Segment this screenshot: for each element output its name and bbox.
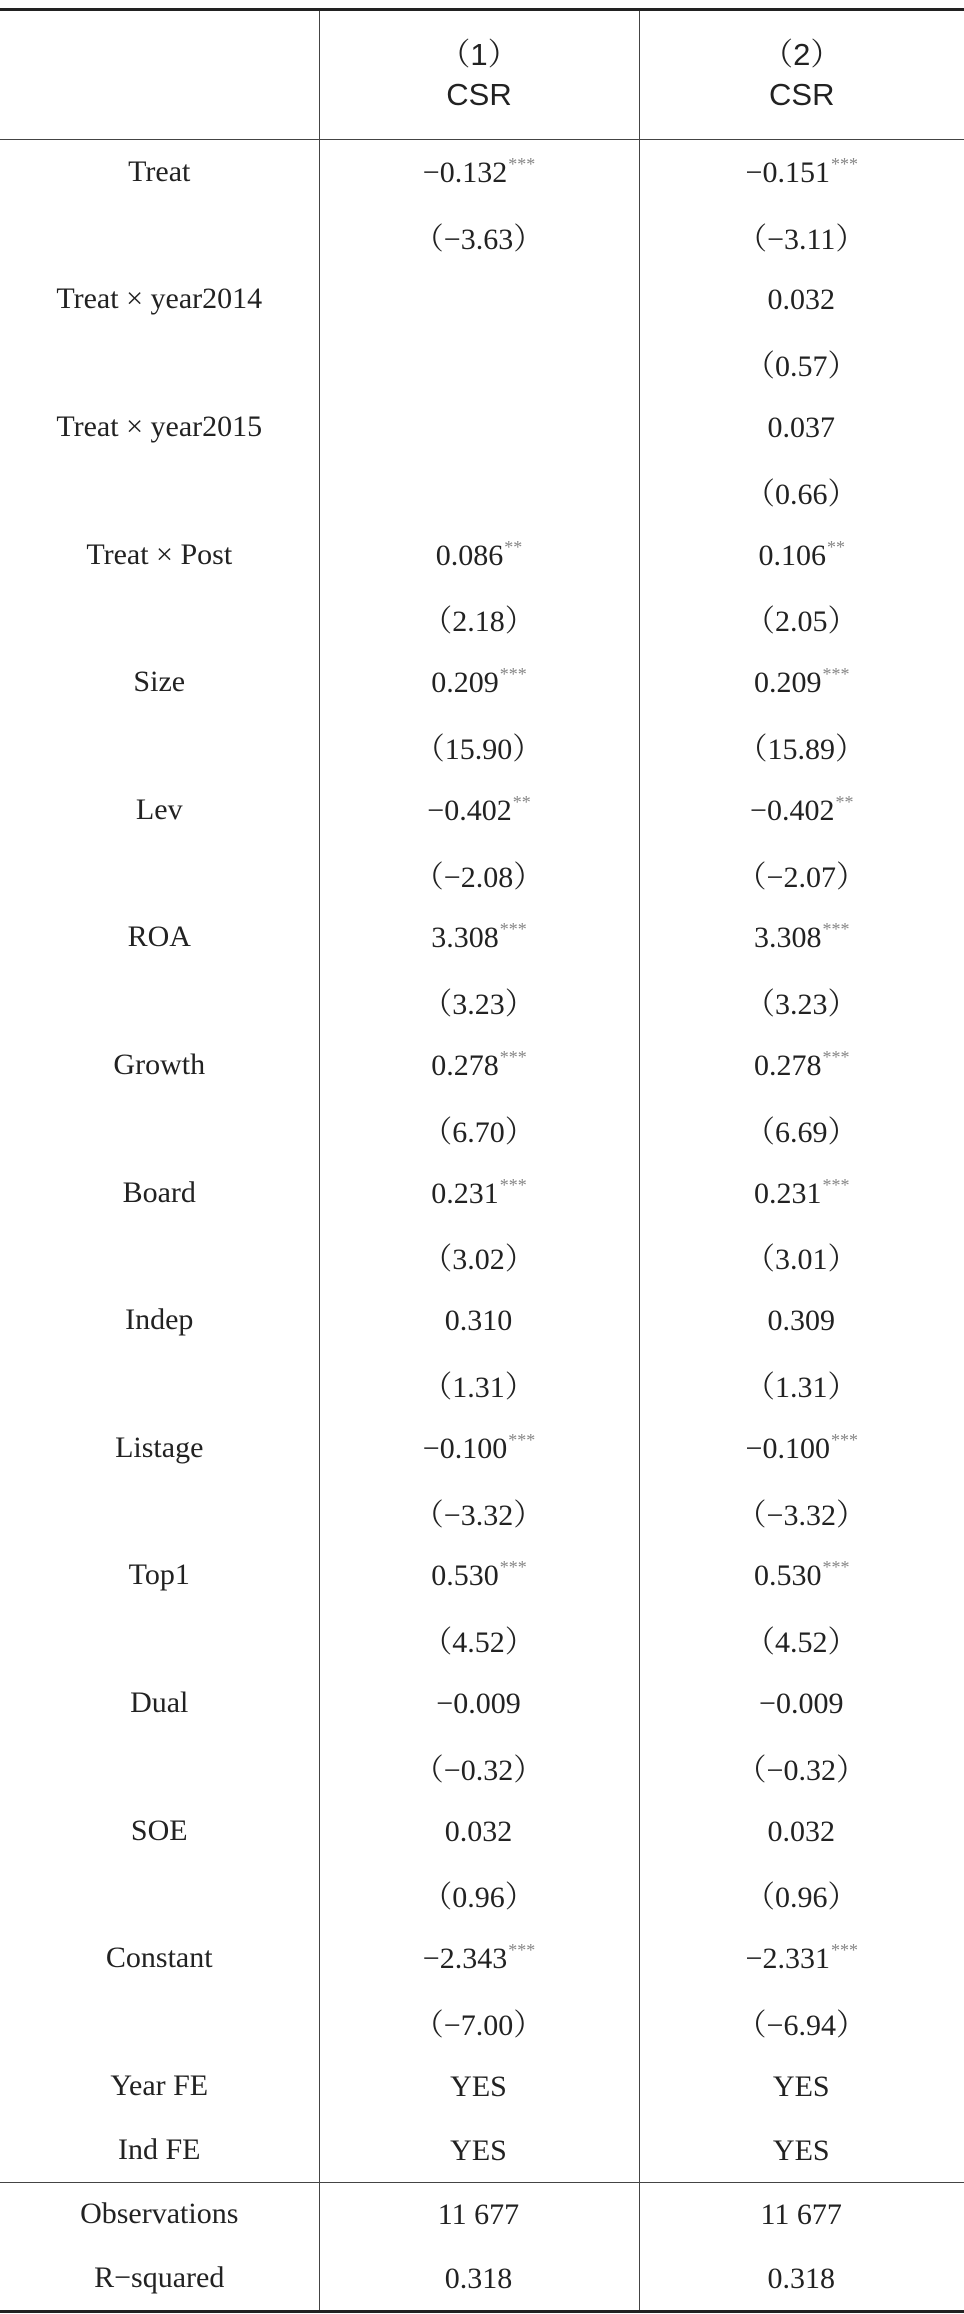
variable-label — [0, 587, 319, 651]
model-2-cell — [639, 523, 964, 587]
table-row-tstat — [0, 1607, 964, 1671]
model-1-value: 0.209 — [431, 666, 499, 700]
variable-label: Top1 — [128, 1558, 190, 1592]
model-2-value: 3.308 — [754, 921, 822, 955]
model-2-value: −2.331 — [745, 1942, 830, 1976]
model-1-cell — [319, 650, 639, 714]
model-2-value: −0.009 — [759, 1687, 844, 1721]
model-1-value: −0.132 — [422, 155, 508, 189]
model-1-cell — [319, 1926, 639, 1990]
variable-label: Board — [122, 1175, 196, 1209]
model-1-cell — [319, 1416, 639, 1480]
model-1-value: （6.70） — [422, 1115, 535, 1149]
model-1-cell — [319, 523, 639, 587]
variable-label — [0, 1863, 319, 1927]
model-2-value: （15.89） — [737, 733, 865, 767]
significance-stars: *** — [499, 919, 527, 940]
model-1-value: （−0.32） — [413, 1753, 544, 1787]
variable-label: Treat × year2015 — [56, 410, 263, 444]
table-row — [0, 1544, 964, 1608]
model-2-value: −0.402 — [750, 793, 835, 827]
table-row — [0, 523, 964, 587]
variable-label: Indep — [125, 1303, 194, 1337]
model-2-cell — [639, 140, 964, 204]
model-1-cell — [319, 969, 639, 1033]
model-2-cell — [639, 587, 964, 651]
variable-label — [0, 1225, 319, 1289]
model-2-value: 0.318 — [767, 2262, 835, 2296]
model-1-value: 0.231 — [431, 1176, 499, 1210]
table-row-tstat — [0, 204, 964, 268]
model-2-cell — [639, 1225, 964, 1289]
model-2-value: （3.23） — [745, 988, 858, 1022]
model-1-cell — [319, 1990, 639, 2054]
model-1-cell — [319, 587, 639, 651]
model-2-value: （−3.32） — [736, 1498, 866, 1532]
model-1-cell — [319, 2118, 639, 2182]
model-2-cell — [639, 906, 964, 970]
model-1-number: （1） — [439, 37, 519, 72]
table-row — [0, 778, 964, 842]
model-2-cell — [639, 1033, 964, 1097]
table-row-tstat — [0, 969, 964, 1033]
table-row — [0, 1033, 964, 1097]
variable-label — [0, 1990, 319, 2054]
significance-stars: *** — [822, 919, 850, 940]
table-row — [0, 2054, 964, 2118]
table-row-tstat — [0, 1863, 964, 1927]
table-row-tstat — [0, 1352, 964, 1416]
variable-label — [0, 1480, 319, 1544]
model-1-cell — [319, 1671, 639, 1735]
model-1-value: （2.18） — [422, 605, 535, 639]
significance-stars: *** — [830, 153, 858, 174]
model-2-cell — [639, 1544, 964, 1608]
variable-label — [0, 1097, 319, 1161]
significance-stars: *** — [822, 1557, 850, 1578]
model-1-cell — [319, 2182, 639, 2246]
model-1-value: （−3.63） — [413, 222, 544, 256]
variable-label — [0, 1607, 319, 1671]
model-2-value: （0.66） — [745, 477, 858, 511]
variable-label: Dual — [130, 1686, 189, 1720]
model-1-value: （−3.32） — [413, 1498, 544, 1532]
model-1-value: 3.308 — [431, 921, 499, 955]
table-row-tstat — [0, 1097, 964, 1161]
model-2-value: −0.100 — [745, 1431, 830, 1465]
model-2-cell — [639, 1735, 964, 1799]
model-1-value: （4.52） — [422, 1626, 535, 1660]
variable-label — [0, 969, 319, 1033]
model-1-cell — [319, 714, 639, 778]
model-2-cell — [639, 1863, 964, 1927]
model-1-value: 0.310 — [444, 1304, 513, 1338]
table-row — [0, 1799, 964, 1863]
table-row — [0, 1416, 964, 1480]
variable-label — [0, 459, 319, 523]
model-2-value: （3.01） — [745, 1243, 858, 1277]
model-1-value: YES — [450, 2069, 507, 2103]
model-1-cell — [319, 1480, 639, 1544]
table-row — [0, 650, 964, 714]
variable-label — [0, 1735, 319, 1799]
table-row-tstat — [0, 842, 964, 906]
model-1-value: −0.402 — [427, 793, 512, 827]
significance-stars: *** — [830, 1429, 858, 1450]
significance-stars: *** — [830, 1940, 858, 1961]
model-1-value: （0.96） — [422, 1881, 535, 1915]
variable-label — [0, 331, 319, 395]
model-1-value: 11 677 — [437, 2198, 520, 2232]
significance-stars: *** — [508, 1429, 536, 1450]
variable-label: Size — [133, 665, 186, 699]
model-2-value: 0.032 — [767, 1814, 835, 1848]
model-1-value: −0.100 — [422, 1431, 508, 1465]
model-2-value: （0.96） — [745, 1881, 858, 1915]
table-row — [0, 1926, 964, 1990]
model-1-cell — [319, 395, 639, 459]
model-1-cell — [319, 2246, 639, 2311]
model-2-value: 0.209 — [754, 666, 822, 700]
model-2-cell — [639, 2054, 964, 2118]
variable-label: Constant — [105, 1941, 213, 1975]
model-1-cell — [319, 1799, 639, 1863]
model-2-cell — [639, 650, 964, 714]
variable-label: Growth — [113, 1048, 206, 1082]
model-2-cell — [639, 1480, 964, 1544]
model-2-cell — [639, 1926, 964, 1990]
model-1-cell — [319, 842, 639, 906]
model-2-value: （1.31） — [745, 1371, 858, 1405]
table-row-tstat — [0, 331, 964, 395]
model-1-cell — [319, 1607, 639, 1671]
significance-stars: ** — [827, 536, 845, 557]
variable-label: SOE — [130, 1813, 188, 1847]
table-body — [0, 140, 964, 2312]
model-2-cell — [639, 1990, 964, 2054]
model-2-value: （0.57） — [745, 350, 858, 384]
significance-stars: *** — [822, 664, 850, 685]
variable-label: Treat — [128, 154, 191, 188]
model-2-cell — [639, 1607, 964, 1671]
model-2-value: （2.05） — [745, 605, 858, 639]
model-1-value: 0.530 — [431, 1559, 499, 1593]
significance-stars: *** — [499, 1174, 527, 1195]
model-2-cell — [639, 1352, 964, 1416]
variable-label: Treat × year2014 — [56, 282, 263, 316]
variable-label — [0, 204, 319, 268]
model-2-number: （2） — [762, 37, 842, 72]
model-1-cell — [319, 1735, 639, 1799]
model-1-cell — [319, 1544, 639, 1608]
variable-label: Listage — [115, 1430, 204, 1464]
model-2-cell — [639, 331, 964, 395]
model-2-value: （−3.11） — [737, 222, 866, 256]
model-2-cell — [639, 459, 964, 523]
model-2-cell — [639, 969, 964, 1033]
model-1-cell — [319, 268, 639, 332]
model-1-value: （3.02） — [422, 1243, 535, 1277]
table-row — [0, 268, 964, 332]
model-2-value: （−6.94） — [736, 2009, 866, 2042]
variable-label: Year FE — [110, 2068, 209, 2102]
variable-label: R−squared — [0, 2246, 319, 2311]
header-row — [0, 10, 964, 140]
table-row — [0, 2246, 964, 2311]
model-1-cell — [319, 1863, 639, 1927]
model-2-cell — [639, 1097, 964, 1161]
table-row-tstat — [0, 714, 964, 778]
model-1-value: 0.086 — [435, 538, 504, 572]
model-2-value: YES — [772, 2133, 830, 2167]
significance-stars: *** — [499, 1047, 527, 1068]
header-model-1 — [319, 10, 639, 140]
model-2-value: 0.309 — [767, 1304, 835, 1338]
table-row-tstat — [0, 1735, 964, 1799]
table-row-tstat — [0, 1225, 964, 1289]
model-2-value: 0.530 — [754, 1559, 822, 1593]
model-1-value: −2.343 — [422, 1942, 508, 1976]
model-1-value: （−7.00） — [413, 2009, 544, 2042]
model-2-cell — [639, 1416, 964, 1480]
model-1-cell — [319, 1033, 639, 1097]
model-2-value: −0.151 — [745, 155, 830, 189]
variable-label: Treat × Post — [86, 537, 233, 571]
model-2-value: （−0.32） — [736, 1753, 866, 1787]
model-2-value: 0.032 — [767, 283, 835, 317]
model-1-value: 0.318 — [444, 2262, 513, 2296]
table-row-tstat — [0, 587, 964, 651]
significance-stars: ** — [504, 536, 523, 557]
model-2-cell — [639, 2118, 964, 2182]
model-2-value: YES — [772, 2069, 830, 2103]
variable-label: Ind FE — [118, 2132, 201, 2166]
model-2-value: 0.037 — [767, 411, 835, 445]
significance-stars: *** — [822, 1047, 850, 1068]
significance-stars: *** — [499, 1557, 527, 1578]
significance-stars: *** — [508, 1940, 536, 1961]
model-2-value: 11 677 — [760, 2198, 842, 2232]
model-1-cell — [319, 1161, 639, 1225]
table-row — [0, 1671, 964, 1735]
significance-stars: *** — [508, 153, 536, 174]
model-1-value: YES — [450, 2133, 507, 2167]
model-1-cell — [319, 1225, 639, 1289]
model-2-cell — [639, 2246, 964, 2311]
model-2-cell — [639, 395, 964, 459]
model-1-cell — [319, 1352, 639, 1416]
model-1-value: 0.278 — [431, 1049, 499, 1083]
significance-stars: ** — [512, 791, 531, 812]
model-1-value: （−2.08） — [413, 860, 544, 894]
model-2-cell — [639, 778, 964, 842]
table-row — [0, 140, 964, 204]
model-1-cell — [319, 204, 639, 268]
header-model-2 — [639, 10, 964, 140]
table-row-tstat — [0, 1480, 964, 1544]
table-row — [0, 1161, 964, 1225]
model-1-dependent-variable: CSR — [446, 77, 512, 112]
model-2-value: （4.52） — [745, 1626, 858, 1660]
model-1-value: −0.009 — [436, 1687, 521, 1721]
model-2-value: 0.106 — [758, 538, 826, 572]
table-row — [0, 906, 964, 970]
regression-table — [0, 8, 964, 2313]
model-1-value: （3.23） — [422, 988, 535, 1022]
variable-label — [0, 842, 319, 906]
model-1-cell — [319, 778, 639, 842]
significance-stars: *** — [499, 664, 527, 685]
model-1-cell — [319, 331, 639, 395]
model-2-cell — [639, 2182, 964, 2246]
variable-label: Lev — [135, 792, 183, 826]
model-1-cell — [319, 140, 639, 204]
model-2-dependent-variable: CSR — [769, 77, 835, 112]
model-1-cell — [319, 2054, 639, 2118]
model-2-value: 0.278 — [754, 1049, 822, 1083]
table-row-tstat — [0, 459, 964, 523]
model-2-value: （6.69） — [745, 1115, 858, 1149]
significance-stars: *** — [822, 1174, 850, 1195]
table-row — [0, 2182, 964, 2246]
model-2-value: 0.231 — [754, 1176, 822, 1210]
model-2-cell — [639, 1671, 964, 1735]
table-row — [0, 2118, 964, 2182]
model-1-cell — [319, 459, 639, 523]
model-1-cell — [319, 906, 639, 970]
model-1-value: （1.31） — [422, 1371, 535, 1405]
variable-label: Observations — [0, 2182, 319, 2246]
model-2-cell — [639, 842, 964, 906]
model-1-cell — [319, 1288, 639, 1352]
significance-stars: ** — [835, 791, 854, 812]
table-row-tstat — [0, 1990, 964, 2054]
model-2-cell — [639, 1161, 964, 1225]
header-variable-cell — [0, 10, 319, 140]
model-2-cell — [639, 1799, 964, 1863]
model-2-cell — [639, 714, 964, 778]
variable-label — [0, 1352, 319, 1416]
model-2-cell — [639, 1288, 964, 1352]
model-1-value: （15.90） — [414, 733, 543, 767]
variable-label: ROA — [127, 920, 191, 954]
variable-label — [0, 714, 319, 778]
model-2-value: （−2.07） — [736, 860, 866, 894]
model-2-cell — [639, 268, 964, 332]
table-row — [0, 1288, 964, 1352]
table-row — [0, 395, 964, 459]
model-1-value: 0.032 — [444, 1814, 513, 1848]
model-2-cell — [639, 204, 964, 268]
model-1-cell — [319, 1097, 639, 1161]
